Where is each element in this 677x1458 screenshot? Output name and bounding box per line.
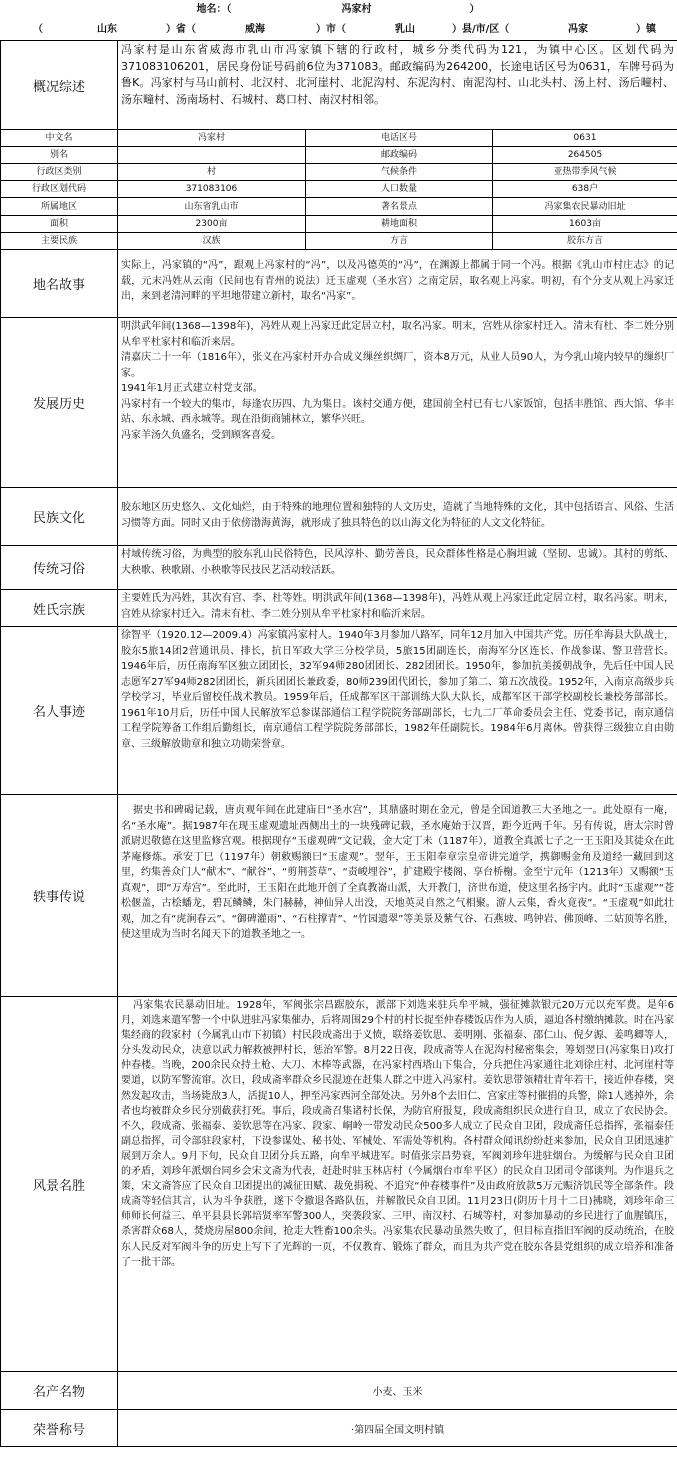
legend-row xyxy=(1,795,677,997)
history-para: 冯家羊汤久负盛名，受到顾客喜爱。 xyxy=(121,429,281,441)
info-row-0 xyxy=(1,130,677,147)
history-para: 清嘉庆二十一年（1816年），张义在冯家村开办合成义缫丝织绸厂，资本8万元，从业人员90人，为今乳山境内较早的缫织厂家。 xyxy=(121,352,675,379)
surname-text: 主要姓氏为冯姓，其次有宫、李、杜等姓。明洪武年间(1368—1398年)，冯姓从观上冯家迁此定居立村，取名冯家。明末，宫姓从徐家村迁入。清末有杜、李二姓分别从牟平杜家村和临沂来居。 xyxy=(118,590,677,627)
info-row-5 xyxy=(1,216,677,233)
info-key-chinese-name: 中文名 xyxy=(1,130,118,147)
info-value-ethnicity: 汉族 xyxy=(118,233,306,250)
place-name-close: ） xyxy=(469,4,480,15)
culture-row xyxy=(1,488,677,546)
admin-county-value: 乳山 xyxy=(395,24,415,35)
place-name-header xyxy=(0,0,676,20)
info-key-ethnicity: 主要民族 xyxy=(1,233,118,250)
overview-label: 概况综述 xyxy=(1,41,118,130)
products-row xyxy=(1,1372,677,1410)
info-key-area: 面积 xyxy=(1,216,118,233)
admin-division-header xyxy=(0,20,676,40)
info-key-postal-code: 邮政编码 xyxy=(306,147,493,164)
scenery-label: 风景名胜 xyxy=(1,997,118,1372)
history-para: 明洪武年间(1368—1398年)，冯姓从观上冯家迁此定居立村，取名冯家。明末，宫姓从徐家村迁入。清末有杜、李二姓分别从牟平杜家村和临沂来居。 xyxy=(121,321,675,348)
admin-city-value: 威海 xyxy=(245,24,265,35)
people-row xyxy=(1,627,677,795)
admin-province-value: 山东 xyxy=(97,24,117,35)
info-value-area-code: 0631 xyxy=(493,130,677,147)
info-row-1 xyxy=(1,147,677,164)
admin-bracket-open: （ xyxy=(33,24,43,35)
info-value-attraction: 冯家集农民暴动旧址 xyxy=(493,198,677,216)
info-key-population: 人口数量 xyxy=(306,181,493,198)
info-key-district-type: 行政区类别 xyxy=(1,164,118,181)
history-para: 1941年1月正式建立村党支部。 xyxy=(121,383,263,394)
customs-text: 村域传统习俗，为典型的胶东乳山民俗特色，民风淳朴、勤劳善良，民众群体性格是心胸坦诚（坚韧、忠诚）。其村的剪纸、大秧歌、秧歌剧、小秧歌等民技民艺活动较活跃。 xyxy=(118,546,677,590)
info-value-population: 638户 xyxy=(493,181,677,198)
place-name-label: 地名：（ xyxy=(196,4,232,15)
honors-row xyxy=(1,1410,677,1447)
info-value-area: 2300亩 xyxy=(118,216,306,233)
info-row-6 xyxy=(1,233,677,250)
info-key-dialect: 方言 xyxy=(306,233,493,250)
overview-text: 冯家村是山东省威海市乳山市冯家镇下辖的行政村，城乡分类代码为121，为镇中心区。区划代码为371083106201，居民身份证号码前6位为371083。邮政编码为264200，长途电话区号为0631，车牌号码为鲁K。冯家村与马山前村、北汉村、北河崖村、北泥沟村、东泥沟村、南泥沟村、山北头村、汤上村、汤后疃村、汤东疃村、汤南场村、石城村、葛口村、南汉村相邻。 xyxy=(118,41,677,130)
scenery-row xyxy=(1,997,677,1372)
admin-county-label: ）县/市/区（ xyxy=(452,24,510,35)
story-label: 地名故事 xyxy=(1,250,118,318)
overview-row xyxy=(1,41,677,130)
info-key-alias: 别名 xyxy=(1,147,118,164)
info-key-attraction: 著名景点 xyxy=(306,198,493,216)
products-text: 小麦、玉米 xyxy=(118,1372,677,1410)
story-text: 实际上，冯家镇的“冯”，跟观上冯家村的“冯”，以及冯德英的“冯”，在渊源上都属于同一个冯。根据《乳山市村庄志》的记载，元末冯姓从云南（民间也有青州的说法）迁玉虚观（圣水宫）之南定居，取名观上冯家。明初，有个分支从观上冯家迁出，来到老清河畔的平坦地带建立新村，取名“冯家”。 xyxy=(118,250,677,318)
info-key-region: 所属地区 xyxy=(1,198,118,216)
history-text xyxy=(118,318,677,488)
surname-row xyxy=(1,590,677,627)
info-value-climate: 亚热带季风气候 xyxy=(493,164,677,181)
info-value-dialect: 胶东方言 xyxy=(493,233,677,250)
people-label: 名人事迹 xyxy=(1,627,118,795)
admin-town-value: 冯家 xyxy=(568,24,588,35)
info-value-postal-code: 264505 xyxy=(493,147,677,164)
admin-city-label: ）市（ xyxy=(316,24,346,35)
info-value-farmland: 1603亩 xyxy=(493,216,677,233)
info-value-division-code: 371083106 xyxy=(118,181,306,198)
admin-province-label: ）省（ xyxy=(166,24,196,35)
honors-text: ·第四届全国文明村镇 xyxy=(118,1410,677,1447)
legend-label: 轶事传说 xyxy=(1,795,118,997)
info-table xyxy=(0,40,677,1447)
people-text: 徐智平（1920.12—2009.4）冯家镇冯家村人。1940年3月参加八路军，同年12月加入中国共产党。历任牟海县大队战士，胶东5旅14团2营通讯员、排长，抗日军政大学三分校学员，5旅15团副连长，南海军分区连长、作战参谋、警卫营营长。1946年后，历任南海军区独立团团长，32军94师280团团长、282团团长。1950年，参加抗美援朝战争，先后任中国人民志愿军27军94师282团团长，新兵团团长兼政委，80师239团代团长，参加了第二、第五次战役。1952年，入南京高级步兵学校学习，毕业后留校任战术教员。1959年后，任成都军区干部训练大队大队长，成都军区干部学校副校长兼校务部部长。1961年10月后，历任中国人民解放军总参谋部通信工程学院院务部副部长，七九二厂革命委员会主任、党委书记，南京通信工程学院筹备工作组后勤组长，南京通信工程学院院务部部长，1982年任副院长。1984年6月离休。曾获得三级独立自由勋章、三级解放勋章和独立功勋荣誉章。 xyxy=(118,627,677,795)
info-key-area-code: 电话区号 xyxy=(306,130,493,147)
info-key-division-code: 行政区划代码 xyxy=(1,181,118,198)
info-value-alias xyxy=(118,147,306,164)
customs-label: 传统习俗 xyxy=(1,546,118,590)
history-para: 冯家村有一个较大的集市，每逢农历四、九为集日。该村交通方便，建国前全村已有七八家饭馆，包括丰胜馆、西大馆、华丰站、东永城、西永城等。现在沿街商铺林立，繁华兴旺。 xyxy=(121,398,675,425)
culture-label: 民族文化 xyxy=(1,488,118,546)
info-value-district-type: 村 xyxy=(118,164,306,181)
info-row-4 xyxy=(1,198,677,216)
history-row xyxy=(1,318,677,488)
culture-text: 胶东地区历史悠久、文化灿烂，由于特殊的地理位置和独特的人文历史，造就了当地特殊的文化，其中包括语言、风俗、生活习惯等方面。同时又由于依傍渤海黄海，就形成了独具特色的以山海文化为特征的人文文化特征。 xyxy=(118,488,677,546)
story-row xyxy=(1,250,677,318)
admin-town-label: ）镇 xyxy=(636,24,656,35)
info-row-2 xyxy=(1,164,677,181)
history-label: 发展历史 xyxy=(1,318,118,488)
customs-row xyxy=(1,546,677,590)
surname-label: 姓氏宗族 xyxy=(1,590,118,627)
honors-label: 荣誉称号 xyxy=(1,1410,118,1447)
info-key-farmland: 耕地面积 xyxy=(306,216,493,233)
products-label: 名产名物 xyxy=(1,1372,118,1410)
legend-text: 据史书和碑碣记载，唐贞观年间在此建庙日“圣水宫”，其鼎盛时期在金元，曾是全国道教三大圣地之一。此处原有一庵，名“圣水庵”。据1987年在现玉虚观遗址西侧出土的一块残碑记载，圣水庵始于汉晋，距今近两千年。另有传说，唐太宗时曾派尉迟敬德在这里监修宫观。根据现存“玉虚观碑”文记载，金大定丁未（1187年），道教全真派七子之一王玉阳及其徒众在此茅庵修炼。承安丁巳（1197年）朝敕赐额曰“玉虚观”。翌年，王玉阳奉章宗皇帝讲完道学，携御赐金角及道经一藏回到这里，约集善众门人“献木”、“献谷”、“剪荆荟草”、“责峻埋谷”，扩建殿宇楼阁、享台桥榭。金至宁元年（1213年）又赐额“玉真观”，即“万寿宫”。至此时，王玉阳在此地开创了全真教崙山派，大开教门，济世布道，使这里名扬宇内。此时“玉虚观”“苍松偃盖，古桧蟠龙，碧瓦鳞鳞，朱门赫赫，神仙异人出没，天地英灵自然之气相聚。游人云集，香火竟夜”。“玉虚观”如此壮观，加之有“虎涧春云”、“御碑灌雨”、“石柱撑青”、“竹园遗翠”等美景及紫气谷、石燕坡、鸣钟岩、佛顶峰、二姑顶等名胜，使这里成为当时名闻天下的道教圣地之一。 xyxy=(118,795,677,997)
place-name-value: 冯家村 xyxy=(341,4,372,15)
info-value-region: 山东省乳山市 xyxy=(118,198,306,216)
scenery-text: 冯家集农民暴动旧址。1928年，军阀张宗昌踞胶东，派部下刘选来驻兵牟平城，强征摊款银元20万元以充军费。是年6月，刘选来遣军警一个中队进驻冯家集催办，后将周围29个村的村长捉至仲春楼饭店作为人质，逼迫各村缴纳摊款。时在冯家集经商的段家村（今属乳山市下初镇）村民段成斋出于义愤，联络姜钦思、姜明刚、张福泰、邵仁山、倪夕源、姜鸣卿等人，分头发动民众，决意以武力解救被押村长，惩治军警。8月22日夜，段成斋等人在泥沟村秘密集会，筹划翌日(冯家集日)攻打仲春楼。当晚，200余民众持土枪、大刀、木棒等武器，在冯家村西塔山下集合，分兵把住冯家通往北刘徐庄村、北河崖村等要道，以防军警流窜。次日，段成斋率群众乡民混迹在赶集人群之中进入冯家村。姜钦思带领精壮青年若干，接近仲春楼，突然发起攻击，当场毙敌3人，活捉10人，押至冯家西河全部处决。另外8个去旧仁、宫家庄等村催捐的兵警，除1人逃掉外，余者也均被群众乡民分别截获打死。事后，段成斋召集诸村长保，为防官府报复，段成斋组织民众进行自卫，成立了农民协会。不久，段成斋、张福泰、姜钦思等在冯家、段家、峒岭一带发动民众500多人成立了民众自卫团，段成斋任总指挥，张福泰任副总指挥，司令部驻段家村，下设参谋处、秘书处、军械处、军需处等机构。各村群众闻讯纷纷赶来参加，民众自卫团迅速扩展到万余人。9月下旬，民众自卫团分兵五路，向牟平城进军。时值张宗昌势衰，军阀刘珍年进驻烟台。为缓解与民众自卫团的矛盾，刘珍年派烟台同乡会宋文斋为代表，赶赴时驻玉林店村（今属烟台市牟平区）的民众自卫团司令部谈判。为作退兵之策，宋文斋答应了民众自卫团提出的减征田赋、裁免捐税、不追究“仲春楼事件”及由政府放款5万元赈济饥民等全部条件。段成斋等轻信其言，认为斗争获胜，遂下令撤退各路队伍，并解散民众自卫团。11月23日(阴历十月十二日)拂晓，刘珍年命三师师长何益三、单平县县长郭培贤率军警300人，突袭段家、三甲、南汉村、石城等村，对参加暴动的乡民进行了血腥镇压，杀害群众68人，焚烧房屋800余间，抢走大牲畜100余头。冯家集农民暴动虽然失败了，但目标直指旧军阀的反动统治，在胶东人民反对军阀斗争的历史上写下了光辉的一页，不仅教育、锻炼了群众，而且为共产党在胶东各县党组织的成立培养和准备了一批干部。 xyxy=(118,997,677,1372)
info-value-chinese-name: 冯家村 xyxy=(118,130,306,147)
info-key-climate: 气候条件 xyxy=(306,164,493,181)
info-row-3 xyxy=(1,181,677,198)
